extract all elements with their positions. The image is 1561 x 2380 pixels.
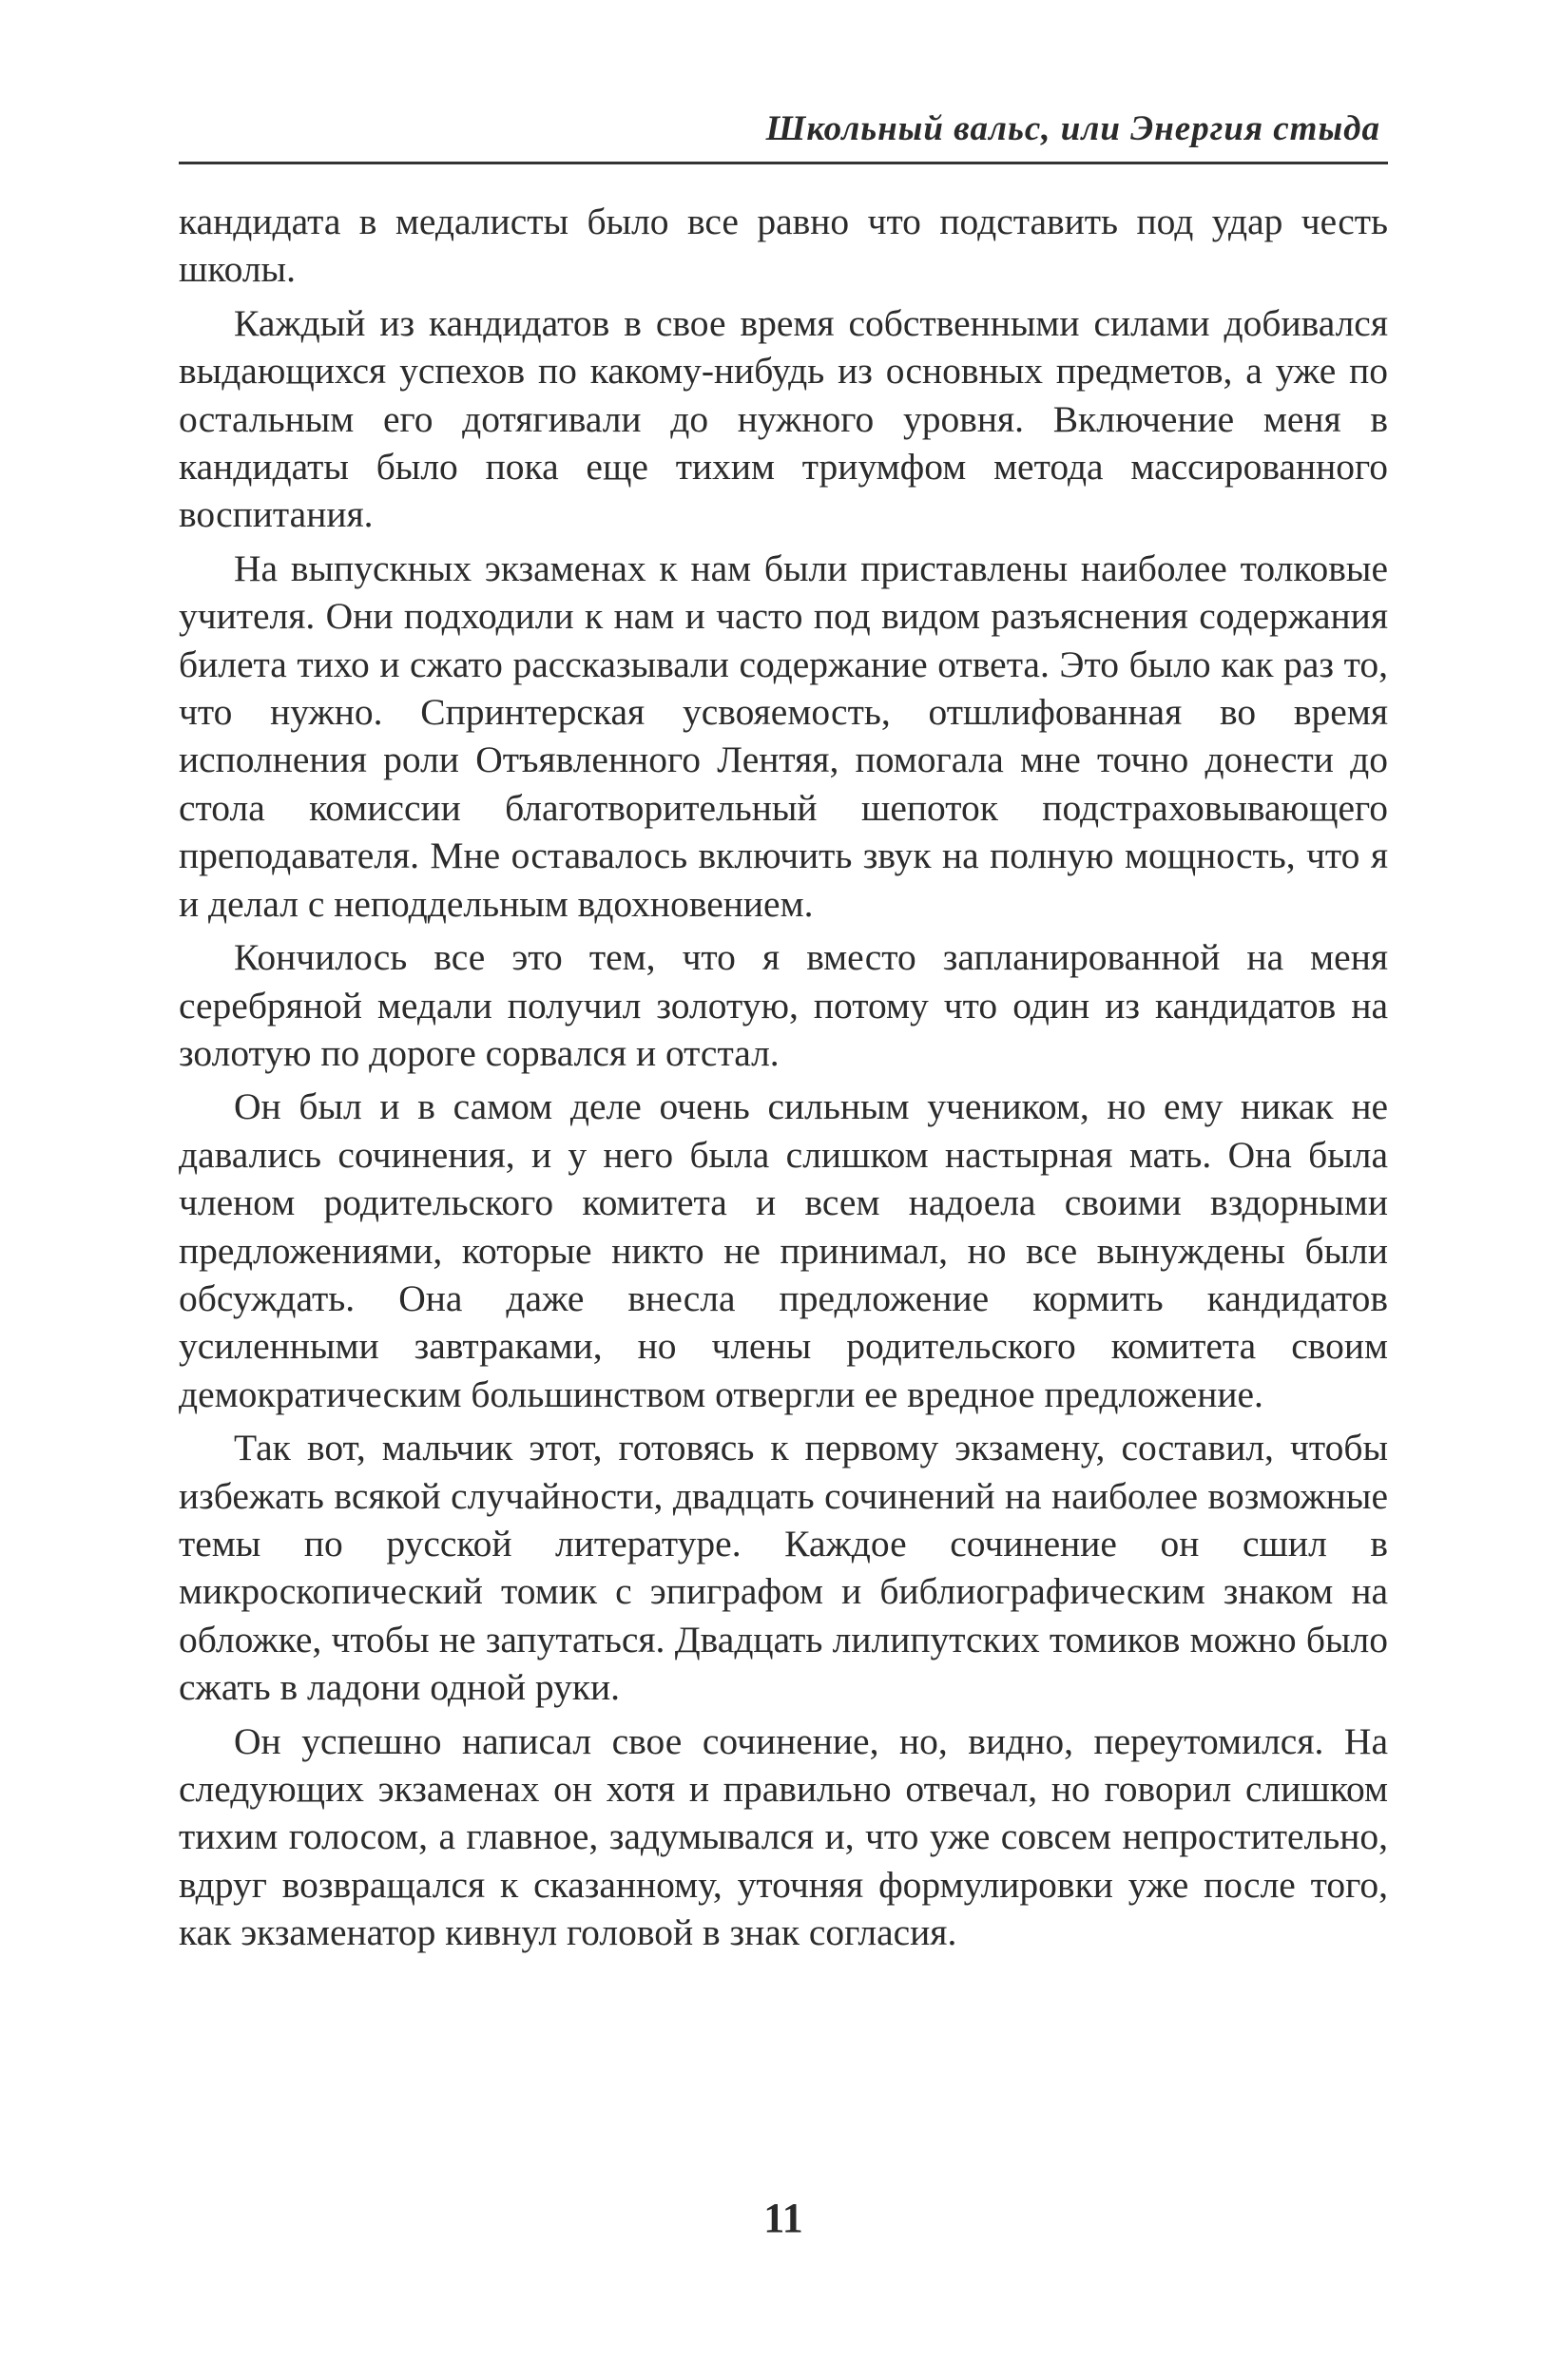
book-page — [179, 0, 1388, 2380]
page-number: 11 — [763, 2195, 803, 2241]
paragraph: Так вот, мальчик этот, готовясь к первому экзамену, составил, чтобы избежать всякой случайности, двадцать сочинений на наиболее возможные темы по русской литературе. Каждое сочинение он сшил в микроскопический томик с эпиграфом и библиографическим знаком на обложке, чтобы не запутаться. Двадцать лилипутских томиков можно было сжать в ладони одной руки. — [179, 1427, 1388, 1709]
paragraph: На выпускных экзаменах к нам были приставлены наиболее толковые учителя. Они подходили к нам и часто под видом разъяснения содержания билета тихо и сжато рассказывали содержание ответа. Это было как раз то, что нужно. Спринтерская усвояемость, отшлифованная во время исполнения роли Отъявленного Лентяя, помогала мне точно донести до стола комиссии благотворительный шепоток подстраховывающего преподавателя. Мне оставалось включить звук на полную мощность, что я и делал с неподдельным вдохновением. — [179, 547, 1388, 925]
running-head: Школьный вальс, или Энергия стыда — [765, 109, 1380, 148]
paragraph: Кончилось все это тем, что я вместо запланированной на меня серебряной медали получил золотую, потому что один из кандидатов на золотую по дороге сорвался и отстал. — [179, 936, 1388, 1074]
paragraph: Он был и в самом деле очень сильным учеником, но ему никак не давались сочинения, и у него была слишком настырная мать. Она была членом родительского комитета и всем надоела своими вздорными предложениями, которые никто не принимал, но все вынуждены были обсуждать. Она даже внесла предложение кормить кандидатов усиленными завтраками, но члены родительского комитета своим демократическим большинством отвергли ее вредное предложение. — [179, 1085, 1388, 1415]
paragraph: Каждый из кандидатов в свое время собственными силами добивался выдающихся успехов по какому-нибудь из основных предметов, а уже по остальным его дотягивали до нужного уровня. Включение меня в кандидаты было пока еще тихим триумфом метода массированного воспитания. — [179, 301, 1388, 536]
header-rule — [179, 162, 1388, 164]
paragraph: Он успешно написал свое сочинение, но, видно, переутомился. На следующих экзаменах он хотя и правильно отвечал, но говорил слишком тихим голосом, а главное, задумывался и, что уже совсем непростительно, вдруг возвращался к сказанному, уточняя формулировки уже после того, как экзаменатор кивнул головой в знак согласия. — [179, 1719, 1388, 1954]
body-text — [179, 198, 1388, 1963]
paragraph: кандидата в медалисты было все равно что подставить под удар честь школы. — [179, 201, 1388, 291]
